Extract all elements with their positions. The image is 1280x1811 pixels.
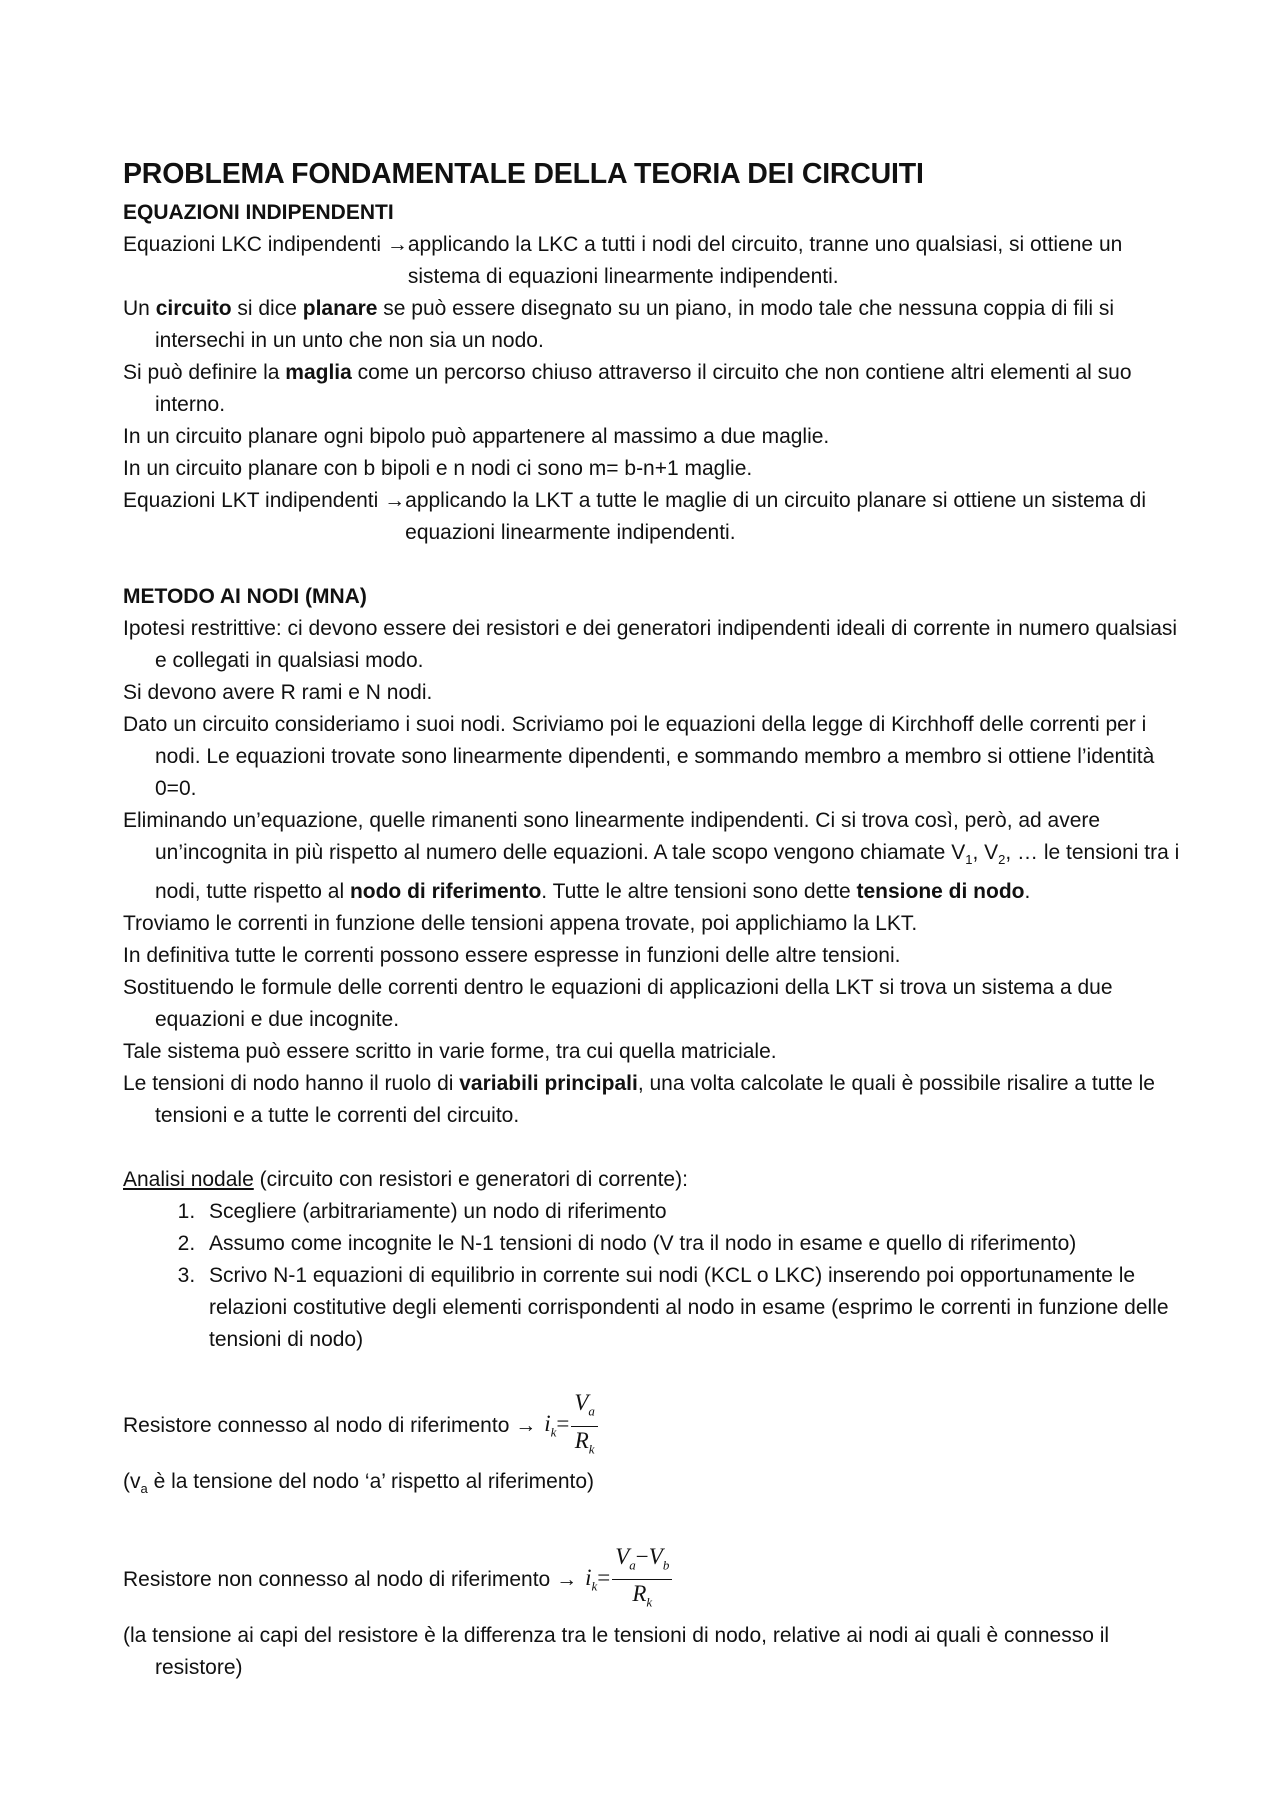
formula-lead: Resistore non connesso al nodo di riferimento → <box>123 1567 578 1591</box>
denominator <box>575 1427 595 1463</box>
text: . Tutte le altre tensioni sono dette <box>541 880 857 904</box>
list-item: 2. Assumo come incognite le N-1 tensioni di nodo (V tra il nodo in esame e quello di riferimento) <box>201 1228 1180 1260</box>
text: Eliminando un’equazione, quelle rimanenti sono linearmente indipendenti. Ci si trova così, però, ad avere un’incognita in più rispetto al numero delle equazioni. A tale scopo vengono chiamate V <box>123 809 1101 864</box>
paragraph-planare <box>123 293 1180 357</box>
formula-connesso <box>123 1390 1180 1462</box>
formula-non-connesso <box>123 1544 1180 1616</box>
formula-lead: Resistore connesso al nodo di riferimento → <box>123 1414 537 1438</box>
equals-sign: = <box>556 1411 570 1437</box>
bold-term: maglia <box>285 361 352 384</box>
minus-sign: − <box>635 1543 649 1569</box>
numerator <box>612 1544 672 1581</box>
fraction <box>612 1544 672 1616</box>
section-heading: EQUAZIONI INDIPENDENTI <box>123 201 394 224</box>
equals-sign: = <box>597 1564 611 1590</box>
subscript: k <box>588 1441 595 1457</box>
text: Le tensioni di nodo hanno il ruolo di <box>123 1072 460 1096</box>
text: se può essere disegnato su un piano, in modo tale che nessuna coppia di fili si intersechi in un unto che non sia un nodo. <box>155 297 1115 352</box>
lkc-text: applicando la LKC a tutti i nodi del circuito, tranne uno qualsiasi, si ottiene un sistema di equazioni linearmente indipendenti. <box>407 233 1123 288</box>
subscript: a <box>140 1481 148 1497</box>
text: è la tensione del nodo ‘a’ rispetto al riferimento) <box>147 1470 595 1494</box>
subscript: a <box>588 1403 595 1419</box>
bold-term: variabili principali <box>459 1072 638 1096</box>
lkt-text: applicando la LKT a tutte le maglie di un circuito planare si ottiene un sistema di equazioni linearmente indipendenti. <box>405 489 1147 544</box>
subscript: k <box>591 1578 598 1594</box>
text: , una volta calcolate le quali è possibile risalire a tutte le tensioni e a tutte le correnti del circuito. <box>155 1072 1155 1128</box>
paragraph <box>123 805 1180 908</box>
var-v: V <box>574 1390 589 1416</box>
var-v: V <box>648 1543 663 1569</box>
var-v: V <box>615 1543 630 1569</box>
page-title: PROBLEMA FONDAMENTALE DELLA TEORIA DEI CIRCUITI <box>123 158 924 190</box>
text: come un percorso chiuso attraverso il circuito che non contiene altri elementi al suo interno. <box>155 361 1132 416</box>
section-metodo-nodi <box>123 581 1180 1132</box>
text: (v <box>123 1470 141 1494</box>
formula-note: (la tensione ai capi del resistore è la differenza tra le tensioni di nodo, relative ai nodi ai quali è connesso il resistore) <box>123 1623 1110 1679</box>
section-analisi-nodale <box>123 1164 1180 1356</box>
text: Si può definire la <box>123 361 286 384</box>
var-r: R <box>574 1427 589 1453</box>
text: (circuito con resistori e generatori di corrente): <box>253 1168 688 1192</box>
paragraph: Ipotesi restrittive: ci devono essere dei resistori e dei generatori indipendenti ideali di corrente in numero qualsiasi e collegati in qualsiasi modo. <box>123 617 1178 672</box>
var-i: i <box>544 1411 551 1437</box>
denominator <box>632 1580 652 1616</box>
paragraph-bipolo: In un circuito planare ogni bipolo può appartenere al massimo a due maglie. <box>123 425 830 448</box>
text: . <box>1024 880 1031 904</box>
subscript: 1 <box>965 852 973 868</box>
paragraph <box>123 1068 1180 1132</box>
numerator <box>571 1390 598 1427</box>
steps-list <box>123 1196 1180 1356</box>
lkc-lead: Equazioni LKC indipendenti → <box>123 233 408 256</box>
paragraph-maglie-count: In un circuito planare con b bipoli e n nodi ci sono m= b-n+1 maglie. <box>123 457 753 480</box>
underlined-term: Analisi nodale <box>123 1168 254 1192</box>
analisi-nodale-heading <box>123 1164 1180 1196</box>
bold-term: circuito <box>155 297 232 320</box>
list-item: 1. Scegliere (arbitrariamente) un nodo di riferimento <box>201 1196 1180 1228</box>
section-equazioni-indipendenti <box>123 197 1180 549</box>
text: Un <box>123 297 156 320</box>
paragraph-maglia <box>123 357 1180 421</box>
text: si dice <box>231 297 303 320</box>
text: , … le tensioni tra i nodi, tutte rispetto al <box>155 841 1180 904</box>
section-heading: METODO AI NODI (MNA) <box>123 585 367 608</box>
paragraph-lkt <box>123 485 1180 549</box>
subscript: 2 <box>998 852 1006 868</box>
paragraph: Dato un circuito consideriamo i suoi nodi. Scriviamo poi le equazioni della legge di Kirchhoff delle correnti per i nodi. Le equazioni trovate sono linearmente dipendenti, e sommando membro a membro si ottiene l’identità 0=0. <box>123 713 1155 800</box>
paragraph: Troviamo le correnti in funzione delle tensioni appena trovate, poi applichiamo la LKT. <box>123 912 918 936</box>
paragraph-lkc <box>123 229 1180 293</box>
formula-lhs <box>585 1565 610 1595</box>
subscript: k <box>550 1425 557 1441</box>
paragraph: Si devono avere R rami e N nodi. <box>123 681 433 704</box>
paragraph: Sostituendo le formule delle correnti dentro le equazioni di applicazioni della LKT si trova un sistema a due equazioni e due incognite. <box>123 976 1113 1032</box>
bold-term: planare <box>302 297 378 320</box>
var-r: R <box>632 1581 647 1607</box>
subscript: a <box>629 1557 636 1573</box>
var-i: i <box>585 1564 592 1590</box>
lkt-lead: Equazioni LKT indipendenti → <box>123 489 406 512</box>
text: , V <box>972 841 999 864</box>
fraction <box>571 1390 598 1462</box>
subscript: k <box>646 1594 653 1610</box>
paragraph: Tale sistema può essere scritto in varie forme, tra cui quella matriciale. <box>123 1040 777 1064</box>
list-item: 3. Scrivo N-1 equazioni di equilibrio in corrente sui nodi (KCL o LKC) inserendo poi opportunamente le relazioni costitutive degli elementi corrispondenti al nodo in esame (esprimo le correnti in funzione delle tensioni di nodo) <box>201 1260 1180 1356</box>
formula-lhs <box>544 1411 569 1441</box>
subscript: b <box>662 1557 670 1573</box>
bold-term: tensione di nodo <box>856 880 1025 904</box>
formula-note <box>123 1466 1180 1505</box>
bold-term: nodo di riferimento <box>349 880 542 904</box>
paragraph: In definitiva tutte le correnti possono essere espresse in funzioni delle altre tensioni. <box>123 944 901 968</box>
